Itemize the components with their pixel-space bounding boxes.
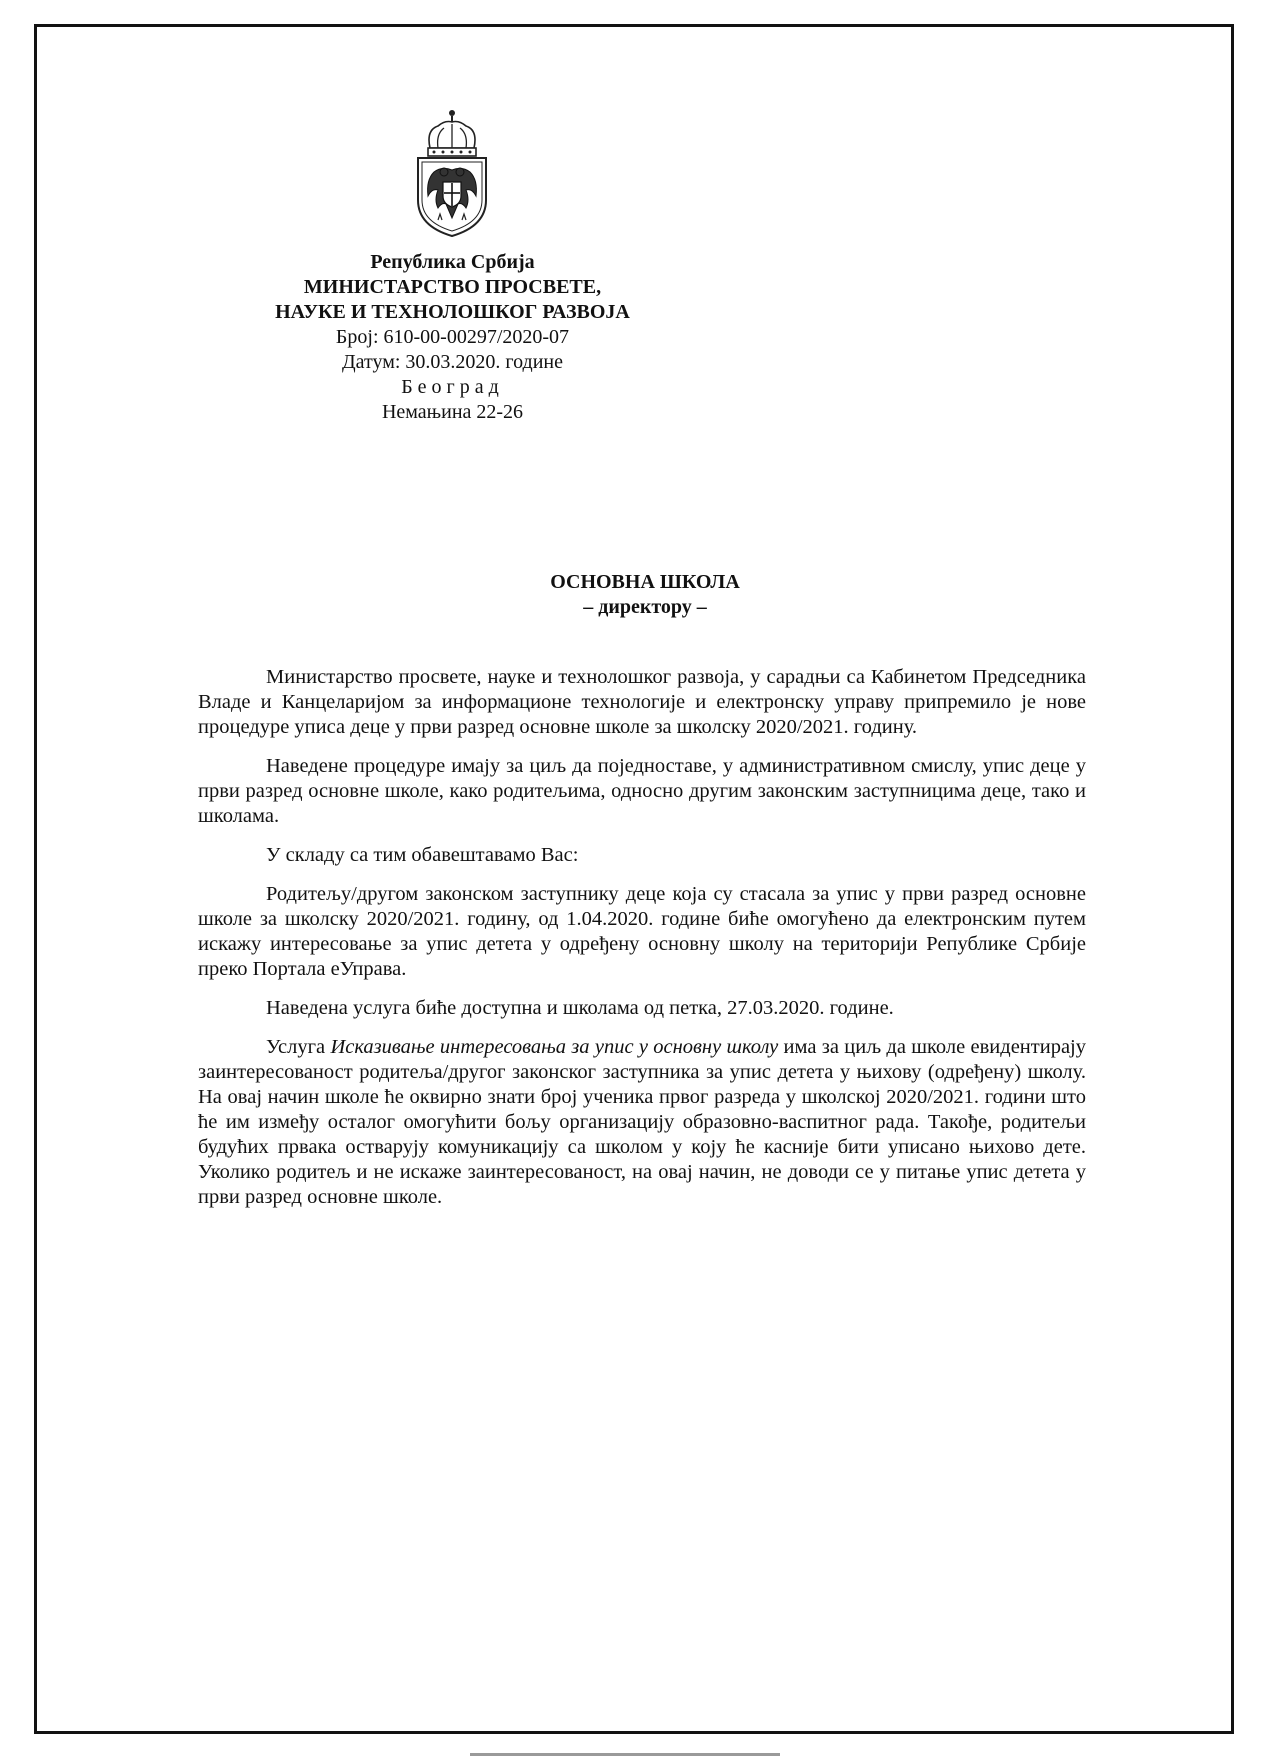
document-date: Датум: 30.03.2020. године — [341, 351, 563, 373]
service-name: Исказивање интересовања за упис у основну школу — [330, 1036, 779, 1058]
paragraph-service — [198, 1035, 1086, 1210]
paragraph-purpose: Наведене процедуре имају за циљ да поједноставе, у административном смислу, упис деце у први разред основне школе, како родитељима, односно другим законским заступницима деце, тако и школама. — [198, 755, 1086, 827]
serbian-coat-of-arms-icon — [412, 108, 492, 238]
city: Београд — [401, 376, 504, 398]
service-intro: Услуга — [266, 1036, 331, 1058]
letter-body — [198, 665, 1086, 1224]
recipient-addressee: – директору – — [583, 596, 707, 618]
ministry-name-line2: НАУКЕ И ТЕХНОЛОШКОГ РАЗВОЈА — [275, 301, 630, 323]
recipient-school: ОСНОВНА ШКОЛА — [550, 571, 740, 593]
address: Немањина 22-26 — [381, 401, 524, 423]
republic-name: Република Србија — [370, 251, 535, 273]
recipient — [420, 570, 870, 620]
ministry-name-line1: МИНИСТАРСТВО ПРОСВЕТЕ, — [303, 276, 602, 298]
service-description: има за циљ да школе евидентирају заинтересованост родитеља/другог законског заступника за упис детета у њихову (одређену) школу. На овај начин школе ће оквирно знати број ученика првог разреда у школској 2020/2021. години што ће им између осталог омогућити бољу организацију образовно-васпитног рада. Такође, родитељи будућих првака остварују комуникацију са школом у коју ће касније бити уписано њихово дете. Уколико родитељ и не искаже заинтересованост, на овај начин, не доводи се у питање упис детета у први разред основне школе. — [198, 1036, 1086, 1208]
paragraph-intro: Министарство просвете, науке и технолошког развоја, у сарадњи са Кабинетом Председника Владе и Канцеларијом за информационе технологије и електронску управу припремило је нове процедуре уписа деце у први разред основне школе за школску 2020/2021. годину. — [198, 666, 1086, 738]
paragraph-parents: Родитељу/другом законском заступнику деце која су стасала за упис у први разред основне школе за школску 2020/2021. годину, од 1.04.2020. године биће омогућено да електронским путем искажу интересовање за упис детета у одређену основну школу на територији Републике Србије преко Портала еУправа. — [198, 883, 1086, 980]
paragraph-notice: У складу са тим обавештавамо Вас: — [266, 844, 579, 866]
paragraph-availability: Наведена услуга биће доступна и школама од петка, 27.03.2020. године. — [266, 997, 894, 1019]
document-number: Број: 610-00-00297/2020-07 — [335, 326, 570, 348]
letterhead — [200, 250, 705, 425]
